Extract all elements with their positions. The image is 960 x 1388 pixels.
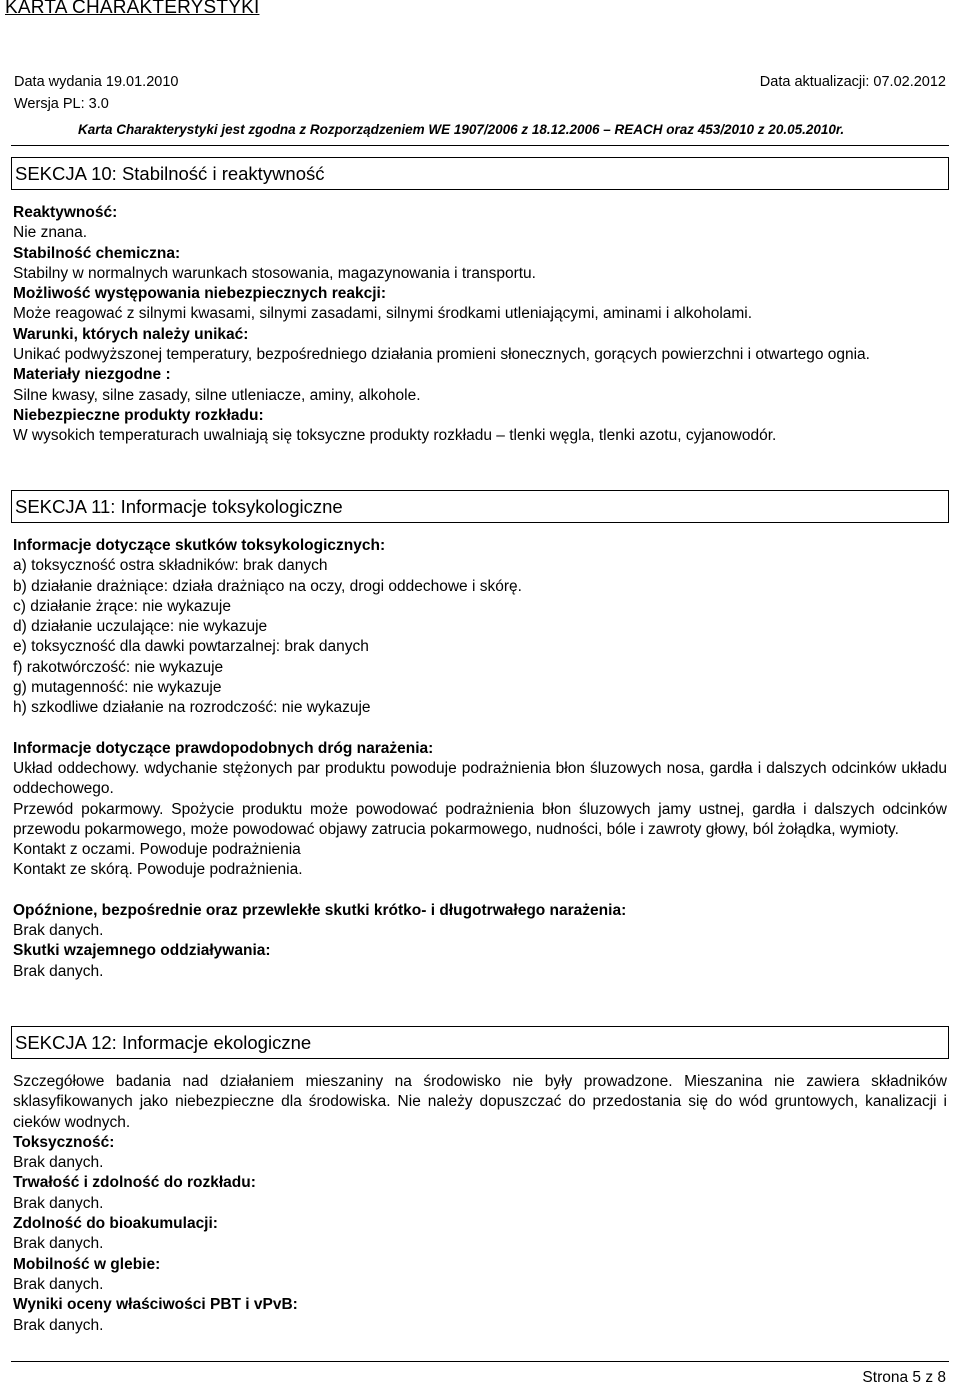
decomposition-value: W wysokich temperaturach uwalniają się toksyczne produkty rozkładu – tlenki węgla, tlenki azotu, cyjanowodór. [13, 427, 777, 445]
mobility-value: Brak danych. [13, 1275, 104, 1293]
effect-item: c) działanie żrące: nie wykazuje [13, 597, 231, 615]
toxicity-value: Brak danych. [13, 1154, 104, 1172]
section-10-title: SEKCJA 10: Stabilność i reaktywność [11, 157, 949, 190]
issue-date: Data wydania 19.01.2010 [14, 74, 179, 90]
mobility-label: Mobilność w glebie: [13, 1255, 161, 1273]
stability-label: Stabilność chemiczna: [13, 244, 181, 262]
delayed-value: Brak danych. [13, 922, 104, 940]
effect-item: a) toksyczność ostra składników: brak danych [13, 557, 328, 575]
persistence-value: Brak danych. [13, 1194, 104, 1212]
regulation-note: Karta Charakterystyki jest zgodna z Rozporządzeniem WE 1907/2006 z 18.12.2006 – REACH oraz 453/2010 z 20.05.2010r. [78, 122, 845, 137]
incompatible-label: Materiały niezgodne : [13, 366, 171, 384]
effect-item: h) szkodliwe działanie na rozrodczość: nie wykazuje [13, 699, 371, 717]
section-10-content [11, 203, 949, 447]
digestive-text: Przewód pokarmowy. Spożycie produktu może powodować podrażnienia błon śluzowych jamy ustnej, gardła i dalszych odcinków przewodu pokarmowego, może powodować objawy zatrucia pokarmowego, nudności, bóle i zawroty głowy, ból żołądka, wymioty. [13, 800, 947, 838]
respiratory-text: Układ oddechowy. wdychanie stężonych par produktu powoduje podrażnienia błon śluzowych nosa, gardła i dalszych odcinków układu oddechowego. [13, 759, 947, 798]
reactivity-label: Reaktywność: [13, 204, 118, 221]
pbt-value: Brak danych. [13, 1316, 104, 1334]
interactions-label: Skutki wzajemnego oddziaływania: [13, 942, 271, 960]
effects-label: Informacje dotyczące skutków toksykologicznych: [13, 537, 386, 554]
pbt-label: Wyniki oceny właściwości PBT i vPvB: [13, 1296, 298, 1314]
header-divider [11, 145, 949, 146]
page-number: Strona 5 z 8 [862, 1369, 946, 1386]
decomposition-label: Niebezpieczne produkty rozkładu: [13, 406, 264, 424]
interactions-value: Brak danych. [13, 962, 104, 980]
eco-intro: Szczegółowe badania nad działaniem mieszaniny na środowisko nie były prowadzone. Mieszanina nie zawiera składników sklasyfikowanych jako niebezpieczne dla środowiska. Nie należy dopuszczać do przedostania się do wód gruntowych, kanalizacji i cieków wodnych. [13, 1073, 947, 1131]
section-12-title: SEKCJA 12: Informacje ekologiczne [11, 1026, 949, 1059]
incompatible-value: Silne kwasy, silne zasady, silne utleniacze, aminy, alkohole. [13, 386, 421, 404]
persistence-label: Trwałość i zdolność do rozkładu: [13, 1174, 256, 1192]
delayed-label: Opóźnione, bezpośrednie oraz przewlekłe skutki krótko- i długotrwałego narażenia: [13, 901, 627, 919]
reactivity-value: Nie znana. [13, 224, 88, 242]
hazardous-reactions-value: Może reagować z silnymi kwasami, silnymi zasadami, silnymi środkami utleniającymi, aminami i alkoholami. [13, 305, 753, 323]
hazardous-reactions-label: Możliwość występowania niebezpiecznych reakcji: [13, 285, 386, 303]
eyes-text: Kontakt z oczami. Powoduje podrażnienia [13, 841, 301, 859]
section-12-content [11, 1072, 949, 1336]
effect-item: d) działanie uczulające: nie wykazuje [13, 618, 268, 636]
effect-item: e) toksyczność dla dawki powtarzalnej: brak danych [13, 638, 369, 656]
bioaccumulation-value: Brak danych. [13, 1235, 104, 1253]
document-title: KARTA CHARAKTERYSTYKI [5, 0, 260, 18]
conditions-label: Warunki, których należy unikać: [13, 325, 249, 343]
toxicity-label: Toksyczność: [13, 1133, 115, 1151]
bioaccumulation-label: Zdolność do bioakumulacji: [13, 1215, 218, 1233]
section-10 [11, 157, 949, 447]
skin-text: Kontakt ze skórą. Powoduje podrażnienia. [13, 861, 303, 879]
section-11-content [11, 536, 949, 982]
footer-divider [11, 1361, 949, 1362]
section-11-title: SEKCJA 11: Informacje toksykologiczne [11, 490, 949, 523]
section-11 [11, 490, 949, 982]
exposure-label: Informacje dotyczące prawdopodobnych dróg narażenia: [13, 739, 434, 757]
section-12 [11, 1026, 949, 1336]
version: Wersja PL: 3.0 [14, 96, 109, 112]
effect-item: f) rakotwórczość: nie wykazuje [13, 658, 224, 676]
effect-item: b) działanie drażniące: działa drażniąco na oczy, drogi oddechowe i skórę. [13, 577, 522, 595]
conditions-value: Unikać podwyższonej temperatury, bezpośredniego działania promieni słonecznych, gorących powierzchni i otwartego ognia. [13, 346, 870, 364]
update-date: Data aktualizacji: 07.02.2012 [759, 74, 946, 90]
effect-item: g) mutagenność: nie wykazuje [13, 679, 222, 697]
stability-value: Stabilny w normalnych warunkach stosowania, magazynowania i transportu. [13, 264, 536, 282]
